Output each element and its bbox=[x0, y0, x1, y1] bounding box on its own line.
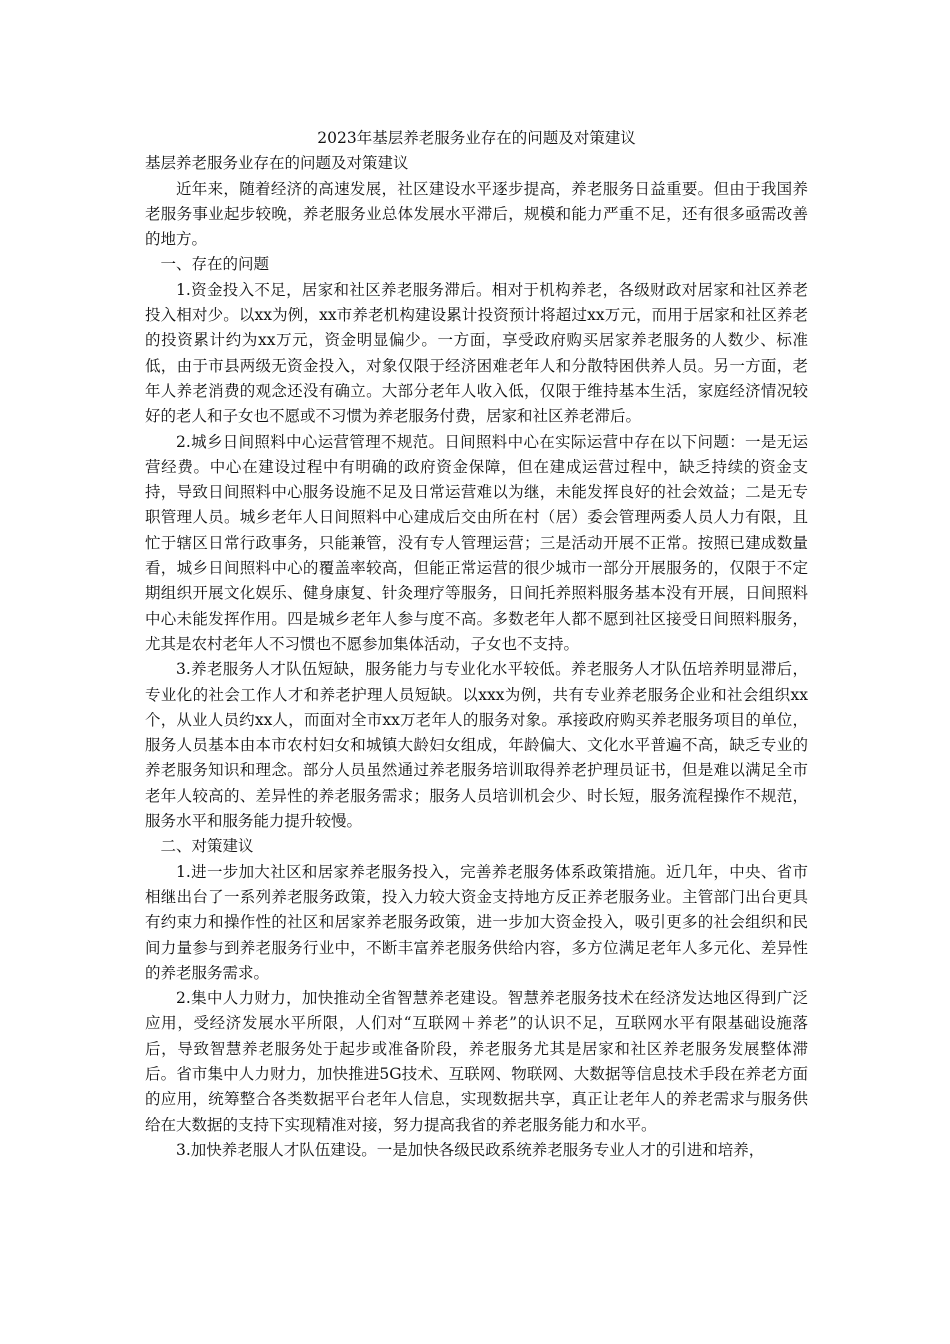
section-heading-problems: 一、存在的问题 bbox=[160, 255, 270, 274]
problem-paragraph-1: 1.资金投入不足，居家和社区养老服务滞后。相对于机构养老，各级财政对居家和社区养老投入相对少。以xx为例，xx市养老机构建设累计投资预计将超过xx万元，而用于居家和社区养老的投资累计约为xx万元，资金明显偏少。一方面，享受政府购买居家养老服务的人数少、标准低，由于市县两级无资金投入，对象仅限于经济困难老年人和分散特困供养人员。另一方面，老年人养老消费的观念还没有确立。大部分老年人收入低，仅限于维持基本生活，家庭经济情况较好的老人和子女也不愿或不习惯为养老服务付费，居家和社区养老滞后。 bbox=[145, 280, 808, 426]
document-title: 2023年基层养老服务业存在的问题及对策建议 bbox=[317, 129, 636, 147]
suggestion-paragraph-1: 1.进一步加大社区和居家养老服务投入，完善养老服务体系政策措施。近几年，中央、省市相继出台了一系列养老服务政策，投入力较大资金支持地方反正养老服务业。主管部门出台更具有约束力和操作性的社区和居家养老服务政策，进一步加大资金投入，吸引更多的社会组织和民间力量参与到养老服务行业中，不断丰富养老服务供给内容，多方位满足老年人多元化、差异性的养老服务需求。 bbox=[145, 862, 808, 982]
document-body bbox=[145, 126, 808, 1163]
section-heading-suggestions: 二、对策建议 bbox=[160, 837, 254, 856]
document-subtitle: 基层养老服务业存在的问题及对策建议 bbox=[145, 154, 409, 173]
suggestion-paragraph-3: 3.加快养老服人才队伍建设。一是加快各级民政系统养老服务专业人才的引进和培养， bbox=[176, 1140, 765, 1159]
intro-paragraph: 近年来，随着经济的高速发展，社区建设水平逐步提高，养老服务日益重要。但由于我国养老服务事业起步较晚，养老服务业总体发展水平滞后，规模和能力严重不足，还有很多亟需改善的地方。 bbox=[145, 179, 808, 249]
suggestion-paragraph-2: 2.集中人力财力，加快推动全省智慧养老建设。智慧养老服务技术在经济发达地区得到广泛应用，受经济发展水平所限，人们对“互联网＋养老”的认识不足，互联网水平有限基础设施落后，导致智慧养老服务处于起步或准备阶段，养老服务尤其是居家和社区养老服务发展整体滞后。省市集中人力财力，加快推进5G技术、互联网、物联网、大数据等信息技术手段在养老方面的应用，统筹整合各类数据平台老年人信息，实现数据共享，真正让老年人的养老需求与服务供给在大数据的支持下实现精准对接，努力提高我省的养老服务能力和水平。 bbox=[145, 989, 808, 1134]
problem-paragraph-3: 3.养老服务人才队伍短缺，服务能力与专业化水平较低。养老服务人才队伍培养明显滞后，专业化的社会工作人才和养老护理人员短缺。以xxx为例，共有专业养老服务企业和社会组织xx个，从业人员约xx人，而面对全市xx万老年人的服务对象。承接政府购买养老服务项目的单位，服务人员基本由本市农村妇女和城镇大龄妇女组成，年龄偏大、文化水平普遍不高，缺乏专业的养老服务知识和理念。部分人员虽然通过养老服务培训取得养老护理员证书，但是难以满足全市老年人较高的、差异性的养老服务需求；服务人员培训机会少、时长短，服务流程操作不规范，服务水平和服务能力提升较慢。 bbox=[145, 660, 808, 831]
problem-paragraph-2: 2.城乡日间照料中心运营管理不规范。日间照料中心在实际运营中存在以下问题：一是无运营经费。中心在建设过程中有明确的政府资金保障，但在建成运营过程中，缺乏持续的资金支持，导致日间照料中心服务设施不足及日常运营难以为继，未能发挥良好的社会效益；二是无专职管理人员。城乡老年人日间照料中心建成后交由所在村（居）委会管理两委人员人力有限，且忙于辖区日常行政事务，只能兼管，没有专人管理运营；三是活动开展不正常。按照已建成数量看，城乡日间照料中心的覆盖率较高，但能正常运营的很少城市一部分开展服务的，仅限于不定期组织开展文化娱乐、健身康复、针灸理疗等服务，日间托养照料服务基本没有开展，日间照料中心未能发挥作用。四是城乡老年人参与度不高。多数老年人都不愿到社区接受日间照料服务，尤其是农村老年人不习惯也不愿参加集体活动，子女也不支持。 bbox=[145, 432, 808, 653]
